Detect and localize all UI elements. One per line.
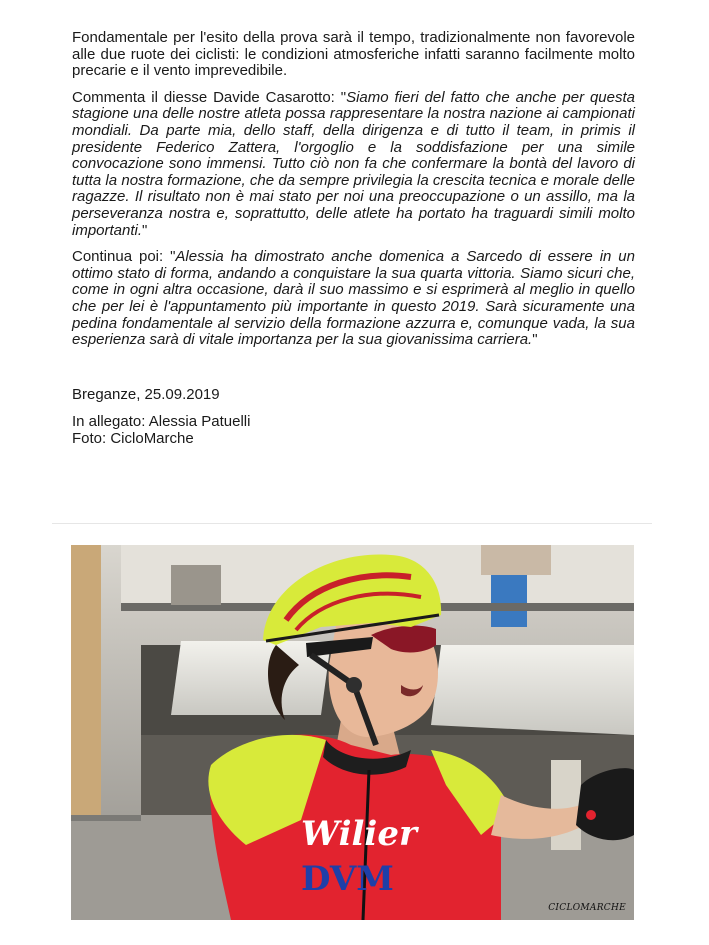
dateline: Breganze, 25.09.2019 [72, 385, 220, 403]
jersey-sponsor-text: DVM [301, 859, 394, 899]
quote-close: " [532, 331, 538, 349]
quote-close: " [142, 221, 148, 239]
jersey-brand-text: Wilier [301, 814, 417, 854]
paragraph-weather-text: Fondamentale per l'esito della prova sarà il tempo, tradizionalmente non favorevole alle due ruote dei ciclisti: le condizioni atmosferiche infatti saranno facilmente molto precarie e il vento imprevedibile. [72, 29, 635, 80]
quote-intro: Continua poi: " [72, 248, 176, 266]
paragraph-weather [72, 30, 635, 80]
divider [52, 523, 652, 524]
paragraph-casarotto-quote [72, 90, 635, 239]
photo-watermark: CICLOMARCHE [548, 903, 626, 913]
quote-text: Siamo fieri del fatto che anche per questa stagione una delle nostre atleta possa rappresentare la nostra nazione ai campionati mondiali. Da parte mia, dello staff, della dirigenza e di tutto il team, in primis il presidente Federico Zattera, l'orgoglio e la soddisfazione per una simile convocazione sono immensi. Tutto ciò non fa che confermare la bontà del lavoro di tutta la nostra formazione, che da sempre privilegia la crescita tecnica e morale delle ragazze. Il risultato non è mai stato per noi una preoccupazione o un assillo, ma la perseveranza nostra e, soprattutto, delle atlete ha portato ha traguardi simili molto importanti. [72, 88, 635, 239]
cyclist-photo [71, 545, 634, 920]
quote-intro: Commenta il diesse Davide Casarotto: " [72, 88, 347, 106]
quote-text: Alessia ha dimostrato anche domenica a Sarcedo di essere in un ottimo stato di forma, andando a conquistare la sua quarta vittoria. Siamo sicuri che, come in ogni altra occasione, darà il suo massimo e si esprimerà al meglio in quello che per lei è l'appuntamento più importante in questo 2019. Sarà sicuramente una pedina fondamentale al servizio della formazione azzurra e, comunque vada, la sua esperienza sarà di vitale importanza per la sua giovanissima carriera. [72, 248, 635, 349]
photo-credit-line: Foto: CicloMarche [72, 429, 194, 447]
cyclist-photo-illustration [71, 545, 634, 920]
paragraph-continua-quote [72, 249, 635, 349]
attachment-line: In allegato: Alessia Patuelli [72, 413, 251, 431]
article-body [72, 30, 635, 447]
